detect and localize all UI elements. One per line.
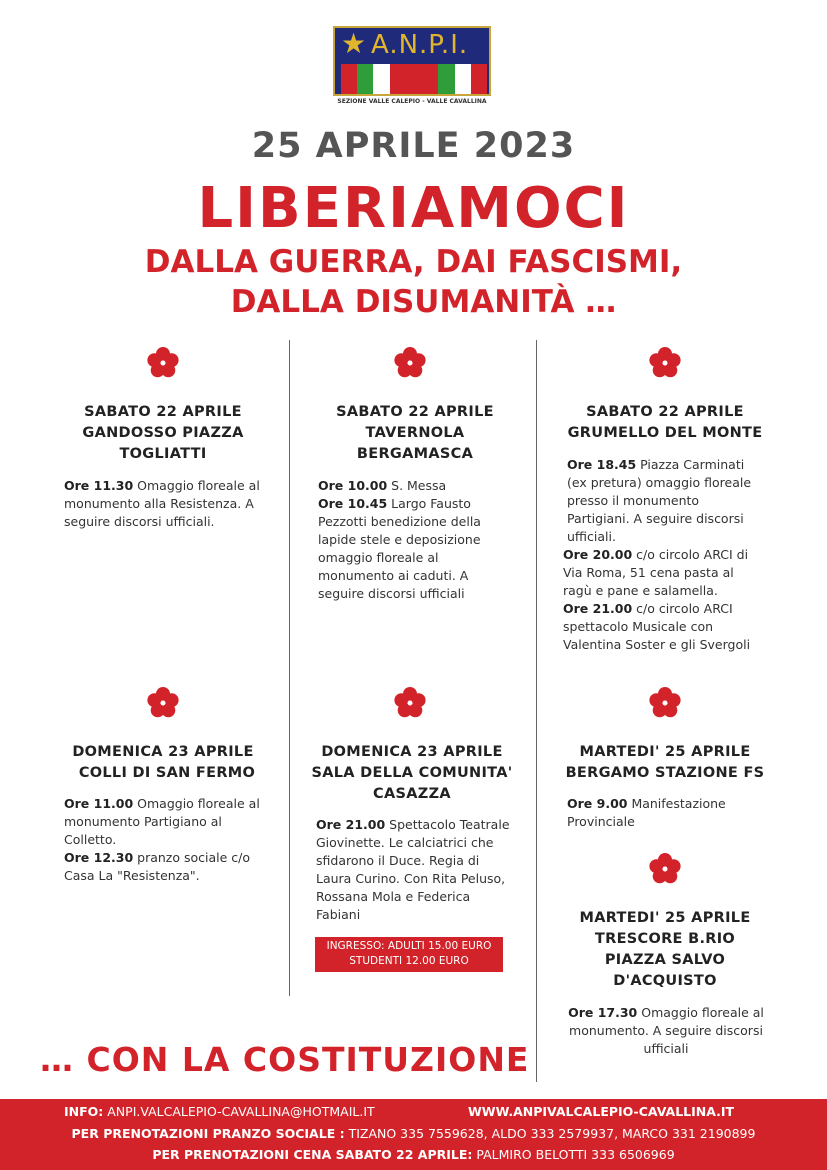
event-title-colli-san-fermo <box>40 742 286 784</box>
event-text: Omaggio floreale al monumento alla Resistenza. A seguire discorsi ufficiali. <box>64 478 260 529</box>
subtitle-line-2: DALLA DISUMANITÀ … <box>230 284 617 320</box>
footer-lunch-row <box>0 1126 827 1141</box>
event-time: Ore 21.00 <box>563 601 633 616</box>
ticket-price-adults: INGRESSO: ADULTI 15.00 EURO <box>326 940 492 952</box>
event-title-line: SABATO 22 APRILE <box>84 404 242 420</box>
event-title-line: SABATO 22 APRILE <box>336 404 494 420</box>
event-item <box>318 477 502 495</box>
event-text: S. Messa <box>387 478 447 493</box>
event-date: 25 APRILE 2023 <box>251 126 576 166</box>
closing-slogan: … CON LA COSTITUZIONE <box>40 1040 530 1079</box>
event-body-gandosso <box>64 477 260 531</box>
event-item <box>567 795 757 831</box>
event-title-line: SABATO 22 APRILE <box>586 404 744 420</box>
event-title-gandosso <box>40 402 286 465</box>
event-time: Ore 10.45 <box>318 496 388 511</box>
event-item <box>316 816 510 924</box>
event-text: pranzo sociale c/o Casa La "Resistenza". <box>64 850 251 883</box>
flower-icon <box>146 686 180 720</box>
event-title-line: COLLI DI SAN FERMO <box>78 765 256 781</box>
event-body-colli-san-fermo <box>64 795 260 885</box>
event-item <box>563 456 763 546</box>
event-title-line: SALA DELLA COMUNITA' <box>311 765 513 781</box>
event-title-line: TAVERNOLA <box>365 425 465 441</box>
event-body-casazza <box>316 816 510 924</box>
event-item <box>563 546 763 600</box>
footer-dinner-row <box>0 1147 827 1162</box>
event-body-tavernola <box>318 477 502 603</box>
logo-text: A.N.P.I. <box>371 30 469 60</box>
event-title-grumello <box>540 402 790 444</box>
event-time: Ore 20.00 <box>563 547 633 562</box>
event-time: Ore 10.00 <box>318 478 388 493</box>
flower-icon <box>146 346 180 380</box>
flower-icon <box>393 686 427 720</box>
event-text: Spettacolo Teatrale Giovinette. Le calciatrici che sfidarono il Duce. Regia di Laura Curino. Con Rita Peluso, Rossana Mola e Federica Fabiani <box>316 817 510 922</box>
event-title-line: GANDOSSO PIAZZA <box>82 425 244 441</box>
logo-badge <box>333 26 491 96</box>
event-time: Ore 18.45 <box>567 457 637 472</box>
event-item <box>318 495 502 603</box>
event-title-line: TRESCORE B.RIO <box>594 931 736 947</box>
event-time: Ore 21.00 <box>316 817 386 832</box>
flower-icon <box>393 346 427 380</box>
event-item <box>64 849 260 885</box>
event-time: Ore 12.30 <box>64 850 134 865</box>
event-title-casazza <box>292 742 532 805</box>
flower-icon <box>648 852 682 886</box>
info-label: INFO: <box>64 1104 104 1119</box>
event-text: Piazza Carminati (ex pretura) omaggio floreale presso il monumento Partigiani. A seguire discorsi ufficiali. <box>567 457 752 544</box>
flower-icon <box>648 346 682 380</box>
event-text: Omaggio floreale al monumento. A seguire discorsi ufficiali <box>569 1005 764 1056</box>
anpi-logo <box>333 26 491 110</box>
event-time: Ore 9.00 <box>567 796 628 811</box>
event-title-line: GRUMELLO DEL MONTE <box>567 425 763 441</box>
website-link[interactable]: WWW.ANPIVALCALEPIO-CAVALLINA.IT <box>468 1104 735 1119</box>
event-title-line: MARTEDI' 25 APRILE <box>579 910 751 926</box>
footer-banner <box>0 1099 827 1170</box>
ticket-price-banner <box>315 937 503 972</box>
footer-info <box>64 1104 375 1119</box>
dinner-booking-contacts: PALMIRO BELOTTI 333 6506969 <box>472 1147 675 1162</box>
event-body-bergamo <box>567 795 757 831</box>
event-title-bergamo <box>540 742 790 784</box>
event-body-trescore <box>566 1004 766 1058</box>
event-item <box>64 795 260 849</box>
event-title-line: MARTEDI' 25 APRILE <box>579 744 751 760</box>
subtitle-line-1: DALLA GUERRA, DAI FASCISMI, <box>144 244 683 280</box>
event-item <box>64 477 260 531</box>
event-title-line: CASAZZA <box>373 786 451 802</box>
column-divider <box>289 340 290 996</box>
event-time: Ore 11.30 <box>64 478 134 493</box>
event-text: c/o circolo ARCI spettacolo Musicale con Valentina Soster e gli Svergoli <box>563 601 751 652</box>
lunch-booking-label: PER PRENOTAZIONI PRANZO SOCIALE : <box>71 1126 345 1141</box>
event-item <box>563 600 763 654</box>
event-item <box>566 1004 766 1058</box>
event-time: Ore 11.00 <box>64 796 134 811</box>
event-title-line: DOMENICA 23 APRILE <box>321 744 503 760</box>
event-body-grumello <box>563 456 763 654</box>
event-title-line: DOMENICA 23 APRILE <box>72 744 254 760</box>
event-text: Omaggio floreale al monumento Partigiano al Colletto. <box>64 796 260 847</box>
event-text: Manifestazione Provinciale <box>567 796 726 829</box>
dinner-booking-label: PER PRENOTAZIONI CENA SABATO 22 APRILE: <box>152 1147 473 1162</box>
star-icon: ★ <box>341 27 367 60</box>
info-email[interactable]: ANPI.VALCALEPIO-CAVALLINA@HOTMAIL.IT <box>103 1104 375 1119</box>
lunch-booking-contacts: TIZANO 335 7559628, ALDO 333 2579937, MARCO 331 2190899 <box>344 1126 756 1141</box>
event-text: Largo Fausto Pezzotti benedizione della lapide stele e deposizione omaggio floreale al monumento ai caduti. A seguire discorsi ufficiali <box>318 496 481 601</box>
event-time: Ore 17.30 <box>568 1005 638 1020</box>
event-title-trescore <box>540 908 790 992</box>
event-title-tavernola <box>292 402 538 465</box>
logo-flag-stripes <box>341 64 487 94</box>
flower-icon <box>648 686 682 720</box>
main-title: LIBERIAMOCI <box>197 176 630 241</box>
event-title-line: BERGAMASCA <box>356 446 474 462</box>
ticket-price-students: STUDENTI 12.00 EURO <box>349 955 469 967</box>
event-title-line: BERGAMO STAZIONE FS <box>565 765 765 781</box>
logo-subtitle: SEZIONE VALLE CALEPIO - VALLE CAVALLINA <box>337 98 487 105</box>
event-title-line: PIAZZA SALVO <box>604 952 726 968</box>
event-text: c/o circolo ARCI di Via Roma, 51 cena pasta al ragù e pane e salamella. <box>563 547 749 598</box>
event-title-line: TOGLIATTI <box>119 446 207 462</box>
event-title-line: D'ACQUISTO <box>613 973 717 989</box>
